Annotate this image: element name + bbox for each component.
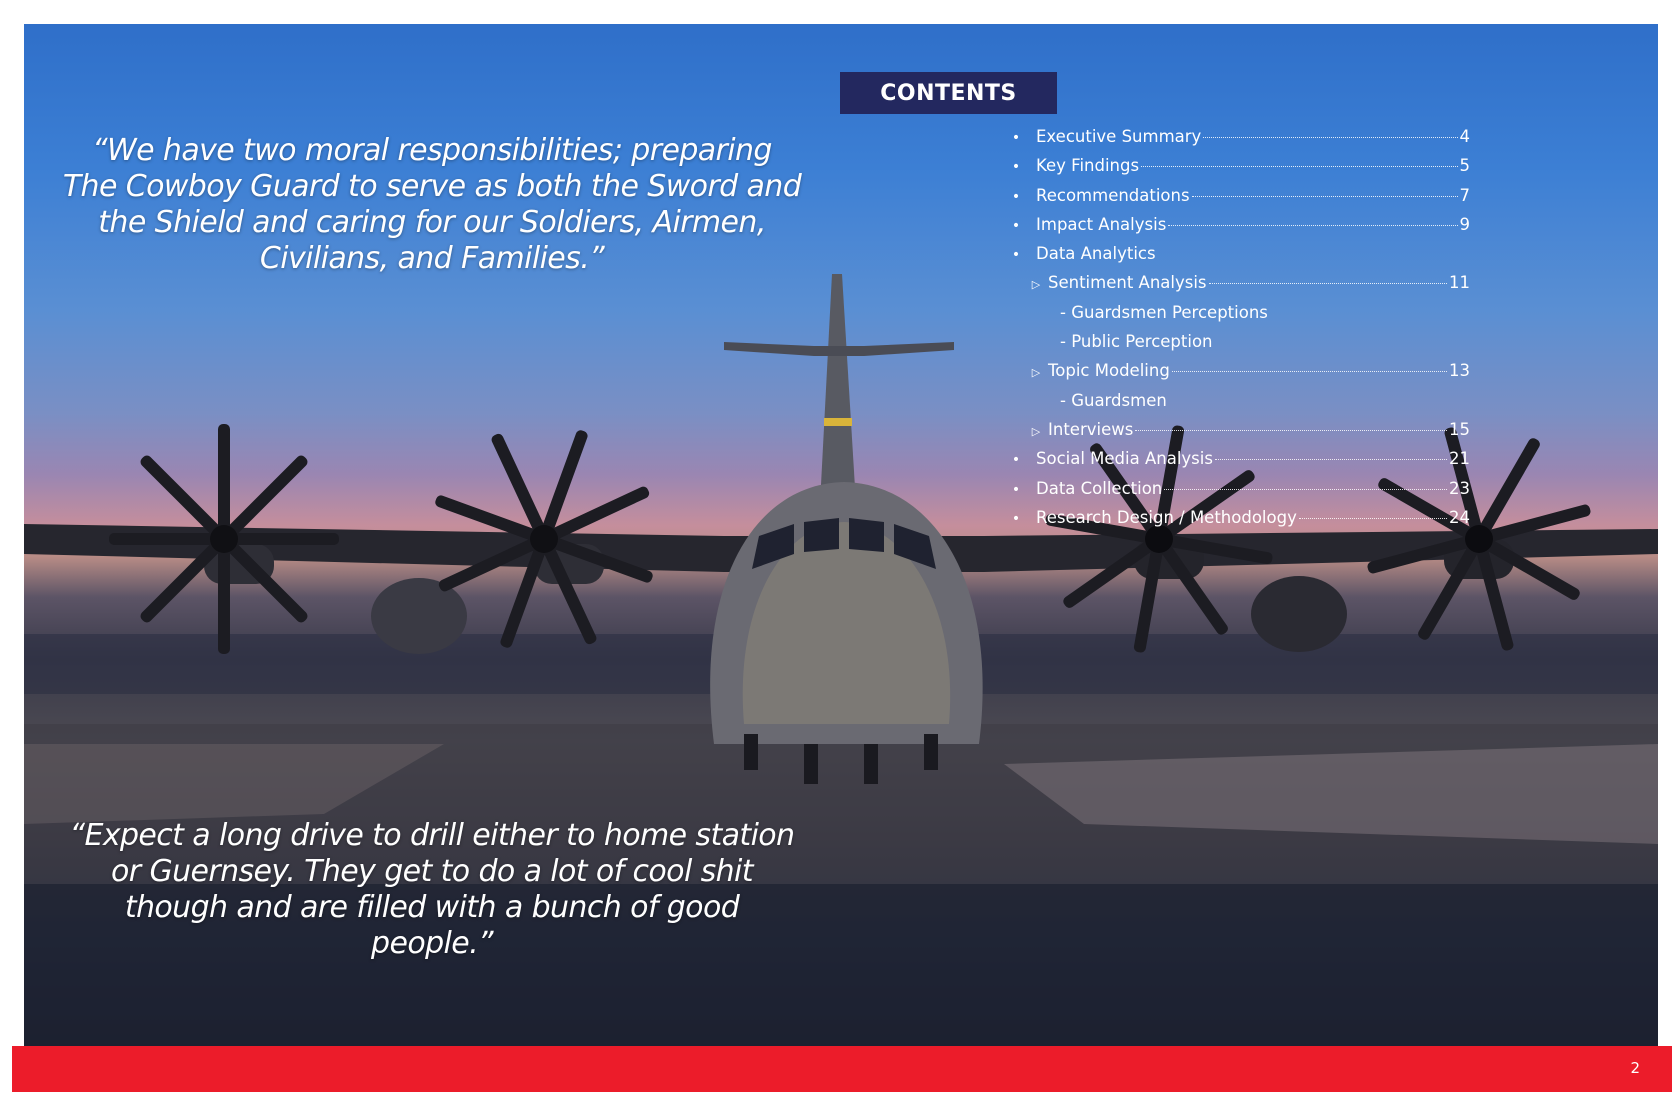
bullet-icon: • bbox=[1011, 188, 1021, 205]
toc-item-label: Social Media Analysis bbox=[1036, 449, 1213, 469]
toc-item-label: Data Collection bbox=[1036, 478, 1163, 498]
dot-leader bbox=[1203, 137, 1457, 138]
toc-item-label: Executive Summary bbox=[1036, 127, 1202, 146]
dot-leader bbox=[1141, 166, 1457, 167]
toc-item[interactable] bbox=[1010, 215, 1470, 244]
bullet-icon: • bbox=[1011, 217, 1021, 234]
dot-leader bbox=[1164, 489, 1447, 490]
contents-heading: CONTENTS bbox=[840, 72, 1057, 114]
toc-item-page: 5 bbox=[1459, 156, 1470, 176]
toc-item-page: 9 bbox=[1459, 214, 1470, 234]
triangle-right-icon: ▷ bbox=[1031, 366, 1041, 380]
table-of-contents bbox=[1010, 127, 1470, 537]
dot-leader bbox=[1299, 518, 1447, 519]
toc-item[interactable] bbox=[1010, 186, 1470, 215]
toc-item-label: Data Analytics bbox=[1036, 244, 1156, 264]
toc-item-page: 24 bbox=[1449, 507, 1470, 527]
toc-item[interactable] bbox=[1010, 361, 1470, 390]
toc-item-label: Key Findings bbox=[1036, 156, 1140, 176]
toc-item[interactable] bbox=[1010, 127, 1470, 156]
bullet-icon: • bbox=[1011, 247, 1021, 264]
triangle-right-icon: ▷ bbox=[1031, 278, 1041, 292]
page-number: 2 bbox=[1630, 1059, 1640, 1077]
toc-item[interactable] bbox=[1010, 479, 1470, 508]
toc-item[interactable] bbox=[1010, 332, 1470, 361]
bullet-icon: • bbox=[1011, 159, 1021, 176]
toc-item-label: - Guardsmen Perceptions bbox=[1060, 302, 1268, 322]
toc-item-label: Impact Analysis bbox=[1036, 214, 1167, 234]
dot-leader bbox=[1172, 371, 1447, 372]
toc-item-label: Research Design / Methodology bbox=[1036, 507, 1297, 527]
bullet-icon: • bbox=[1011, 130, 1021, 146]
toc-item[interactable] bbox=[1010, 449, 1470, 478]
toc-item[interactable] bbox=[1010, 156, 1470, 185]
toc-item[interactable] bbox=[1010, 273, 1470, 302]
dot-leader bbox=[1215, 459, 1447, 460]
toc-item-label: - Guardsmen bbox=[1060, 390, 1167, 410]
footer-bar bbox=[12, 1046, 1672, 1092]
toc-item-label: Sentiment Analysis bbox=[1048, 273, 1207, 293]
bullet-icon: • bbox=[1011, 481, 1021, 498]
toc-item-page: 13 bbox=[1449, 361, 1470, 381]
toc-item[interactable] bbox=[1010, 420, 1470, 449]
toc-item-page: 11 bbox=[1449, 273, 1470, 293]
toc-item-label: - Public Perception bbox=[1060, 332, 1213, 352]
quote-bottom: “Expect a long drive to drill either to home station or Guernsey. They get to do a lot of cool shit though and are filled with a bunch of good people.” bbox=[69, 818, 795, 961]
toc-item[interactable] bbox=[1010, 303, 1470, 332]
toc-item-page: 23 bbox=[1449, 478, 1470, 498]
bullet-icon: • bbox=[1011, 452, 1021, 469]
toc-item-label: Topic Modeling bbox=[1048, 361, 1170, 381]
toc-item-label: Interviews bbox=[1048, 419, 1134, 439]
toc-item[interactable] bbox=[1010, 391, 1470, 420]
dot-leader bbox=[1192, 196, 1458, 197]
toc-item[interactable] bbox=[1010, 244, 1470, 273]
dot-leader bbox=[1168, 225, 1457, 226]
triangle-right-icon: ▷ bbox=[1031, 424, 1041, 438]
toc-item-page: 21 bbox=[1449, 449, 1470, 469]
quote-top: “We have two moral responsibilities; preparing The Cowboy Guard to serve as both the Sword and the Shield and caring for our Soldiers, Airmen, Civilians, and Families.” bbox=[62, 133, 802, 276]
toc-item-page: 7 bbox=[1459, 185, 1470, 205]
dot-leader bbox=[1209, 283, 1447, 284]
dot-leader bbox=[1135, 430, 1447, 431]
toc-item-page: 15 bbox=[1449, 419, 1470, 439]
toc-item-page: 4 bbox=[1459, 127, 1470, 146]
bullet-icon: • bbox=[1011, 510, 1021, 527]
toc-item-label: Recommendations bbox=[1036, 185, 1190, 205]
toc-item[interactable] bbox=[1010, 508, 1470, 537]
